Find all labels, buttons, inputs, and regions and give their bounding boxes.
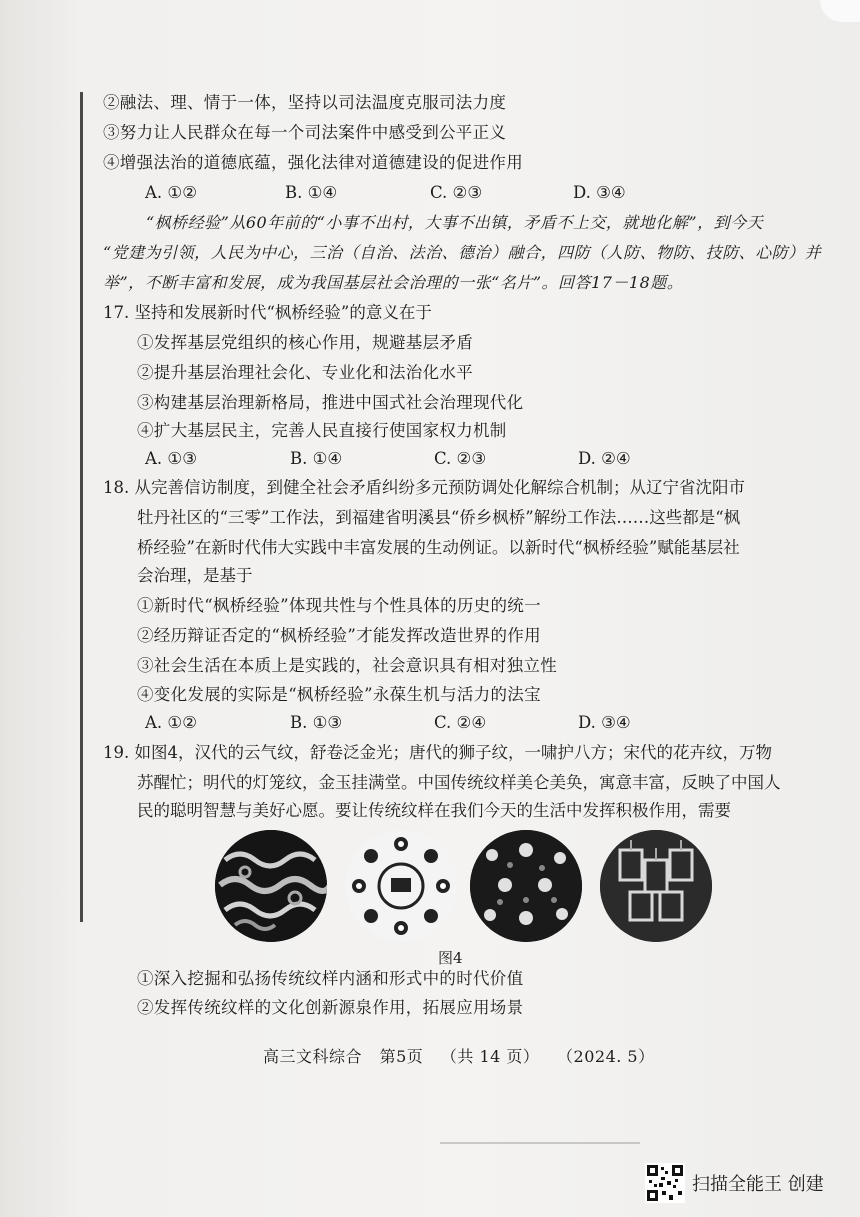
page-corner [820, 0, 860, 22]
q18-answer-c: C. ②④ [434, 713, 487, 732]
footer-page: 第5页 [379, 1047, 424, 1066]
q17-item-2: ②提升基层治理社会化、专业化和法治化水平 [137, 363, 473, 382]
q16-option-2: ②融法、理、情于一体，坚持以司法温度克服司法力度 [103, 93, 507, 112]
q19-stem-line-1: 19. 如图4，汉代的云气纹，舒卷泛金光；唐代的狮子纹，一啸护八方；宋代的花卉纹，万物 [103, 743, 772, 762]
q19-stem-line-2: 苏醒忙；明代的灯笼纹，金玉挂满堂。中国传统纹样美仑美奂，寓意丰富，反映了中国人 [137, 773, 781, 792]
q18-answer-b: B. ①③ [290, 713, 343, 732]
q18-stem-line-4: 会治理，是基于 [137, 566, 253, 585]
flower-pattern-disc [470, 830, 582, 942]
intro-line-1: “枫桥经验”从60年前的“小事不出村，大事不出镇，矛盾不上交，就地化解”，到今天 [146, 213, 764, 232]
footer-total: （共 14 页） [440, 1047, 540, 1066]
q16-answer-c: C. ②③ [430, 183, 483, 202]
q17-answer-c: C. ②③ [434, 449, 487, 468]
page-fold-line [80, 92, 83, 922]
q17-stem: 17. 坚持和发展新时代“枫桥经验”的意义在于 [103, 303, 432, 322]
q16-option-3: ③努力让人民群众在每一个司法案件中感受到公平正义 [103, 123, 507, 142]
q16-option-4: ④增强法治的道德底蕴，强化法律对道德建设的促进作用 [103, 153, 523, 172]
qr-code-icon [645, 1163, 685, 1203]
q16-answer-a: A. ①② [145, 183, 197, 202]
q17-item-1: ①发挥基层党组织的核心作用，规避基层矛盾 [137, 333, 473, 352]
q18-answer-a: A. ①② [145, 713, 197, 732]
q16-answer-b: B. ①④ [285, 183, 338, 202]
q18-answer-d: D. ③④ [578, 713, 631, 732]
lion-pattern-disc [345, 830, 457, 942]
q17-answer-d: D. ②④ [578, 449, 631, 468]
q17-item-4: ④扩大基层民主，完善人民直接行使国家权力机制 [137, 421, 507, 440]
lantern-pattern-disc [600, 830, 712, 942]
intro-line-2: “党建为引领，人民为中心，三治（自治、法治、德治）融合，四防（人防、物防、技防、心防）并 [103, 243, 822, 262]
figure-caption: 图4 [438, 949, 463, 967]
scanner-watermark: 扫描全能王 创建 [692, 1174, 824, 1195]
q18-item-4: ④变化发展的实际是“枫桥经验”永葆生机与活力的法宝 [137, 685, 541, 704]
q16-answer-d: D. ③④ [573, 183, 626, 202]
q19-item-2: ②发挥传统纹样的文化创新源泉作用，拓展应用场景 [137, 998, 524, 1017]
q18-item-3: ③社会生活在本质上是实践的，社会意识具有相对独立性 [137, 656, 557, 675]
cloud-pattern-disc [215, 830, 327, 942]
footer-date: （2024. 5） [557, 1047, 655, 1066]
q17-answer-a: A. ①③ [145, 449, 197, 468]
q18-item-2: ②经历辩证否定的“枫桥经验”才能发挥改造世界的作用 [137, 626, 541, 645]
figure-4 [0, 830, 860, 950]
q19-stem-line-3: 民的聪明智慧与美好心愿。要让传统纹样在我们今天的生活中发挥积极作用，需要 [137, 801, 731, 820]
q18-stem-line-1: 18. 从完善信访制度，到健全社会矛盾纠纷多元预防调处化解综合机制；从辽宁省沈阳市 [103, 478, 745, 497]
q17-item-3: ③构建基层治理新格局，推进中国式社会治理现代化 [137, 393, 524, 412]
q18-item-1: ①新时代“枫桥经验”体现共性与个性具体的历史的统一 [137, 596, 541, 615]
q18-stem-line-2: 牡丹社区的“三零”工作法，到福建省明溪县“侨乡枫桥”解纷工作法……这些都是“枫 [137, 508, 741, 527]
intro-line-3: 举”，不断丰富和发展，成为我国基层社会治理的一张“名片”。回答17－18题。 [103, 273, 684, 292]
q17-answer-b: B. ①④ [290, 449, 343, 468]
page-footer [263, 1044, 667, 1067]
q19-item-1: ①深入挖掘和弘扬传统纹样内涵和形式中的时代价值 [137, 969, 524, 988]
bleed-through-mark [440, 1142, 640, 1152]
q18-stem-line-3: 桥经验”在新时代伟大实践中丰富发展的生动例证。以新时代“枫桥经验”赋能基层社 [137, 538, 740, 557]
footer-subject: 高三文科综合 [263, 1047, 363, 1066]
